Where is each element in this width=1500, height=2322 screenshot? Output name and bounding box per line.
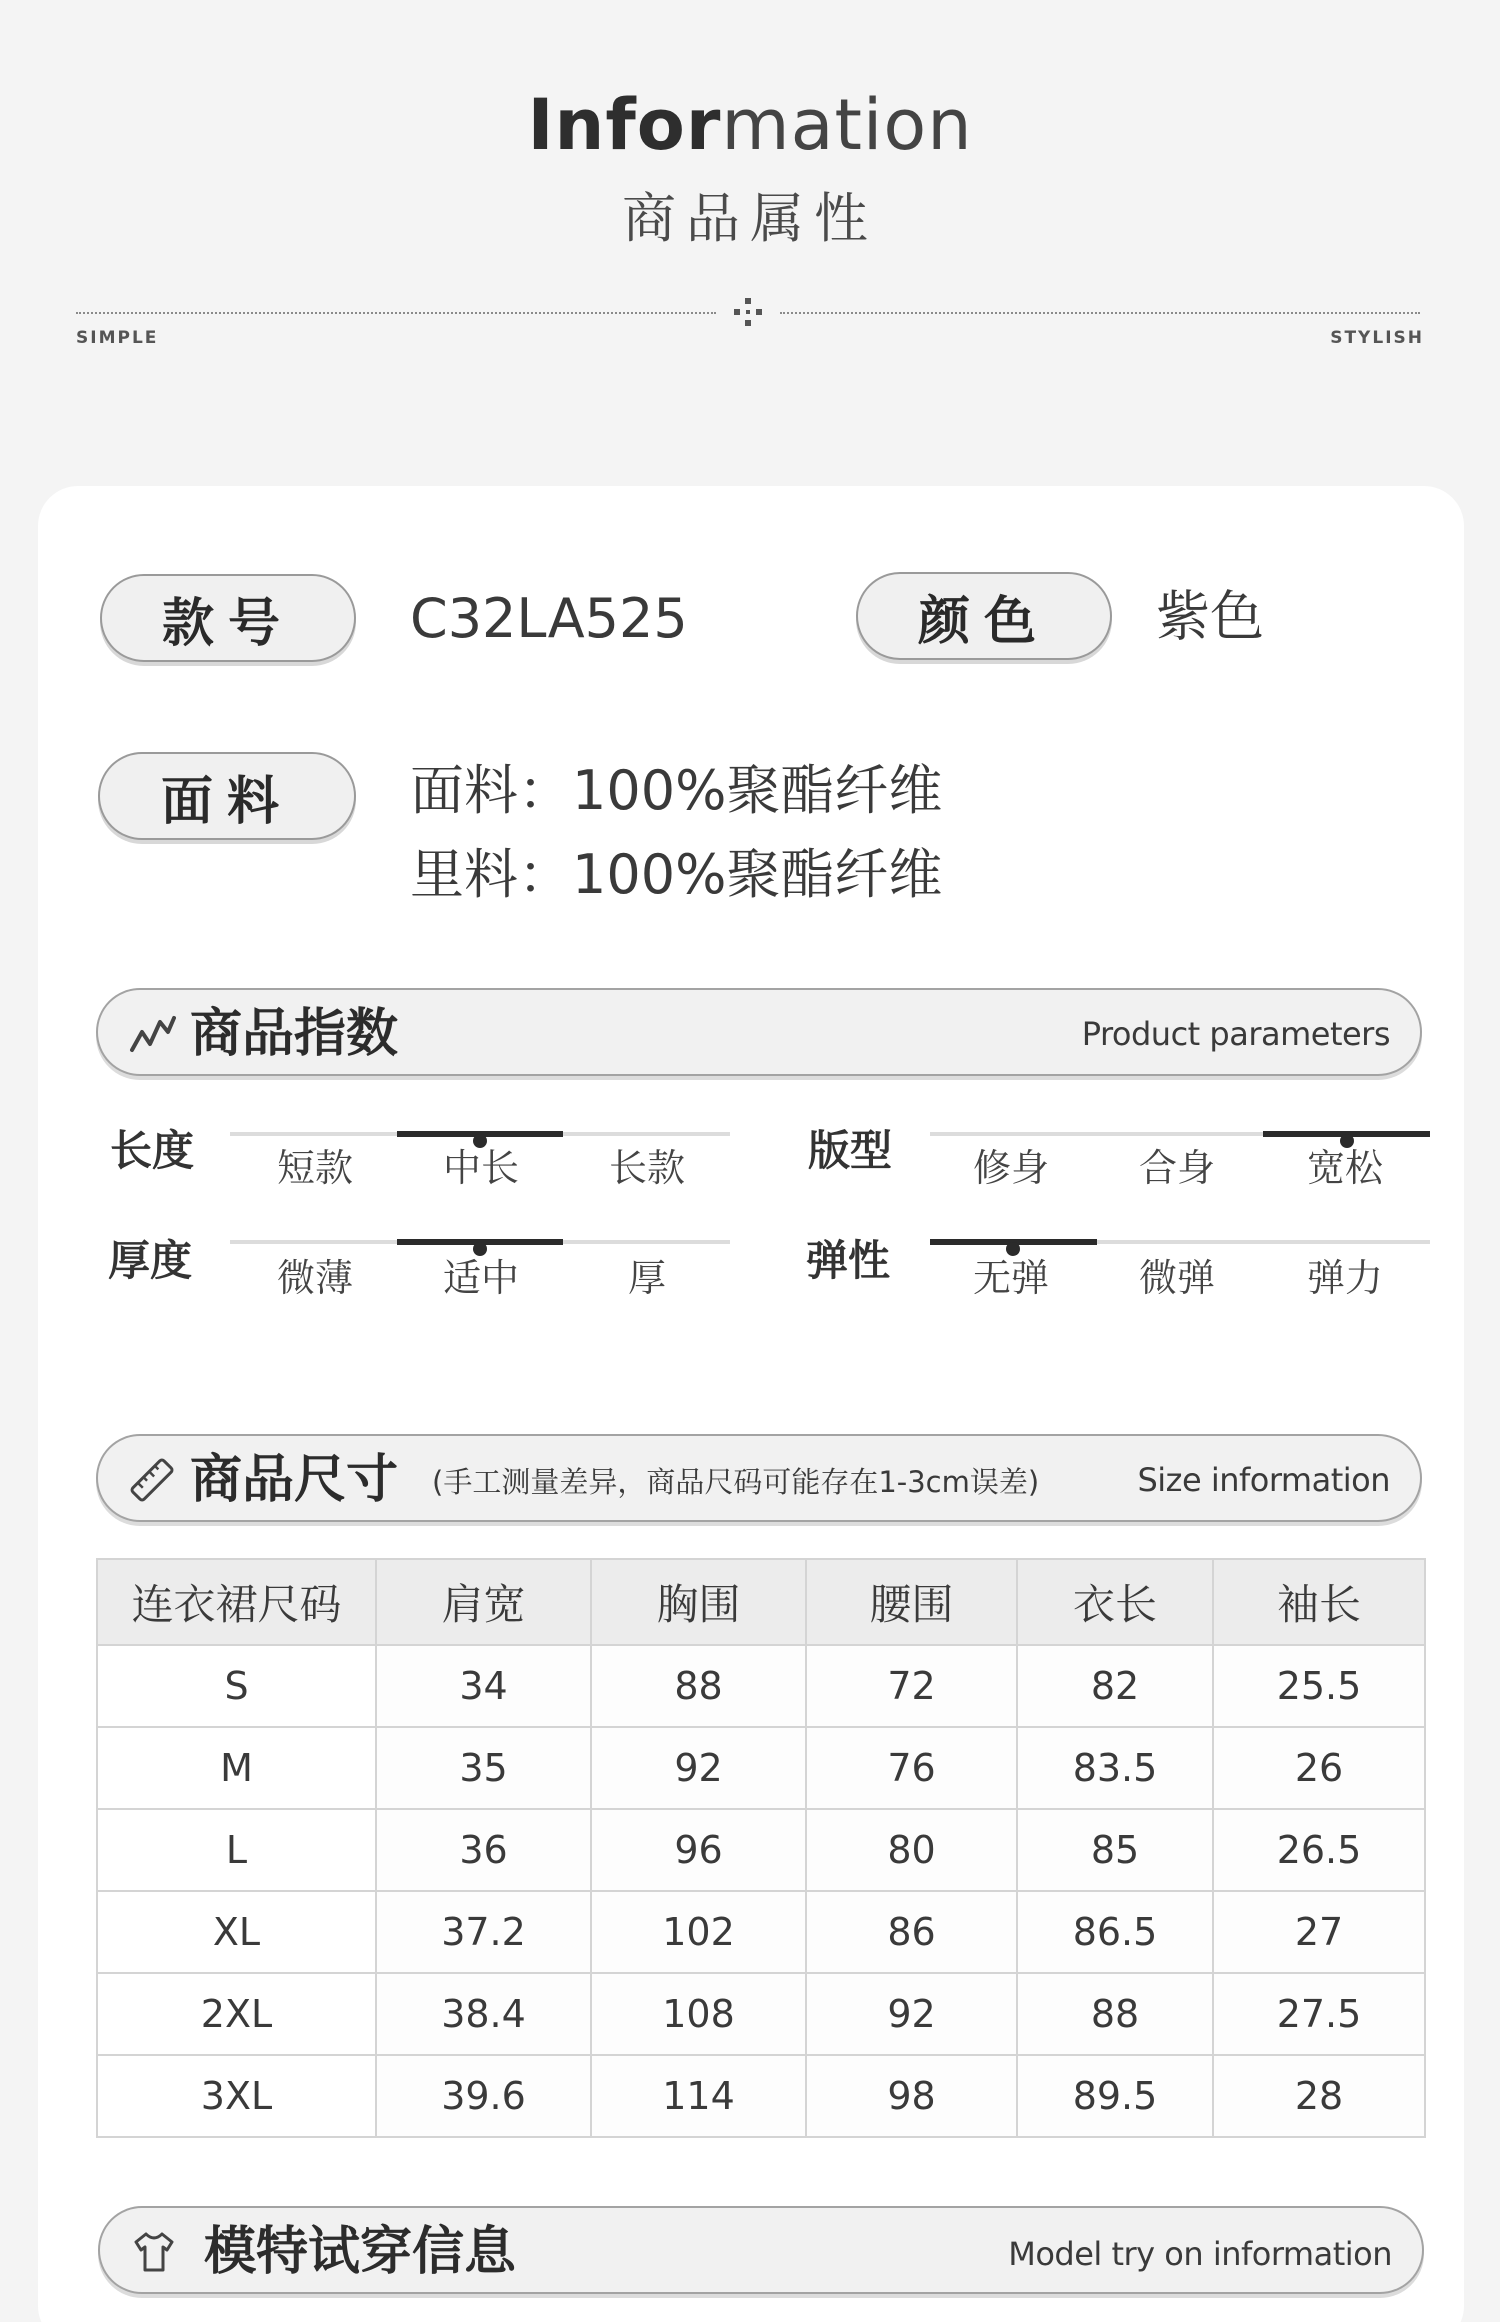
size-cell: S [97,1645,376,1727]
index-label: 厚度 [108,1236,193,1285]
size-cell: 86.5 [1017,1891,1213,1973]
table-row [97,2055,1425,2137]
index-track [930,1132,1430,1136]
style-no-label: 款号 [100,574,356,662]
size-cell: 25.5 [1213,1645,1425,1727]
size-cell: 108 [591,1973,806,2055]
size-table-header-row [97,1559,1425,1645]
divider-left [76,312,716,314]
index-track [930,1240,1430,1244]
size-cell: 92 [591,1727,806,1809]
size-info-header [96,1434,1422,1522]
tag-stylish: STYLISH [1330,328,1424,348]
index-option: 无弹 [972,1256,1049,1300]
index-option: 短款 [276,1146,353,1190]
size-cell: 85 [1017,1809,1213,1891]
index-option: 宽松 [1306,1146,1383,1190]
index-option: 长款 [608,1146,685,1190]
size-cell: 2XL [97,1973,376,2055]
table-row [97,1645,1425,1727]
size-cell: 37.2 [376,1891,591,1973]
size-cell: 98 [806,2055,1017,2137]
size-cell: 27.5 [1213,1973,1425,2055]
index-option: 中长 [442,1146,519,1190]
color-value: 紫色 [1156,585,1264,648]
size-cell: 88 [1017,1973,1213,2055]
product-index-header [96,988,1422,1076]
size-cell: 72 [806,1645,1017,1727]
size-cell: 114 [591,2055,806,2137]
model-info-title: 模特试穿信息 [204,2222,517,2282]
index-label: 弹性 [806,1236,891,1285]
page-subtitle: 商品属性 [622,187,878,250]
table-row [97,1727,1425,1809]
tag-simple: SIMPLE [76,328,159,348]
fabric-line-2: 里料：100%聚酯纤维 [410,843,943,906]
size-cell: 82 [1017,1645,1213,1727]
size-cell: L [97,1809,376,1891]
size-cell: 26.5 [1213,1809,1425,1891]
table-row [97,1891,1425,1973]
size-cell: 92 [806,1973,1017,2055]
size-info-title: 商品尺寸 [190,1450,399,1510]
size-col-header: 腰围 [806,1559,1017,1645]
color-label: 颜色 [856,572,1112,660]
size-cell: 96 [591,1809,806,1891]
size-cell: 28 [1213,2055,1425,2137]
size-cell: 27 [1213,1891,1425,1973]
size-cell: M [97,1727,376,1809]
ruler-icon [128,1456,176,1504]
product-index-title: 商品指数 [190,1004,399,1064]
size-cell: 102 [591,1891,806,1973]
size-cell: 26 [1213,1727,1425,1809]
index-label: 版型 [808,1126,893,1175]
size-cell: 89.5 [1017,2055,1213,2137]
size-cell: 3XL [97,2055,376,2137]
model-info-header [98,2206,1424,2294]
page-title [0,82,1500,168]
trend-line-icon [128,1010,176,1058]
size-col-header: 胸围 [591,1559,806,1645]
size-cell: 86 [806,1891,1017,1973]
style-no-value: C32LA525 [410,587,688,650]
size-col-header: 肩宽 [376,1559,591,1645]
index-option: 合身 [1138,1146,1215,1190]
size-cell: 36 [376,1809,591,1891]
index-option: 微弹 [1138,1256,1215,1300]
title-bold: Infor [527,84,722,166]
index-option: 弹力 [1306,1256,1383,1300]
fabric-label: 面料 [98,752,356,840]
size-col-header: 袖长 [1213,1559,1425,1645]
size-info-note: (手工测量差异，商品尺码可能存在1-3cm误差) [432,1465,1040,1499]
size-col-header: 连衣裙尺码 [97,1559,376,1645]
shirt-icon [130,2228,178,2276]
index-option: 厚 [627,1256,666,1300]
size-cell: 83.5 [1017,1727,1213,1809]
index-track [230,1132,730,1136]
size-cell: 76 [806,1727,1017,1809]
model-info-en: Model try on information [1008,2235,1392,2273]
size-cell: 35 [376,1727,591,1809]
product-index-en: Product parameters [1081,1015,1390,1053]
table-row [97,1809,1425,1891]
index-option: 适中 [442,1256,519,1300]
size-col-header: 衣长 [1017,1559,1213,1645]
size-info-en: Size information [1137,1461,1390,1499]
size-cell: 39.6 [376,2055,591,2137]
index-track [230,1240,730,1244]
size-table [96,1558,1426,2138]
size-cell: 38.4 [376,1973,591,2055]
size-cell: 80 [806,1809,1017,1891]
size-cell: 88 [591,1645,806,1727]
index-option: 修身 [972,1146,1049,1190]
index-label: 长度 [110,1126,195,1175]
index-option: 微薄 [276,1256,353,1300]
fabric-line-1: 面料：100%聚酯纤维 [410,759,943,822]
divider-right [780,312,1420,314]
title-light: mation [721,84,973,166]
ornament-icon [728,294,768,330]
table-row [97,1973,1425,2055]
size-cell: XL [97,1891,376,1973]
size-cell: 34 [376,1645,591,1727]
